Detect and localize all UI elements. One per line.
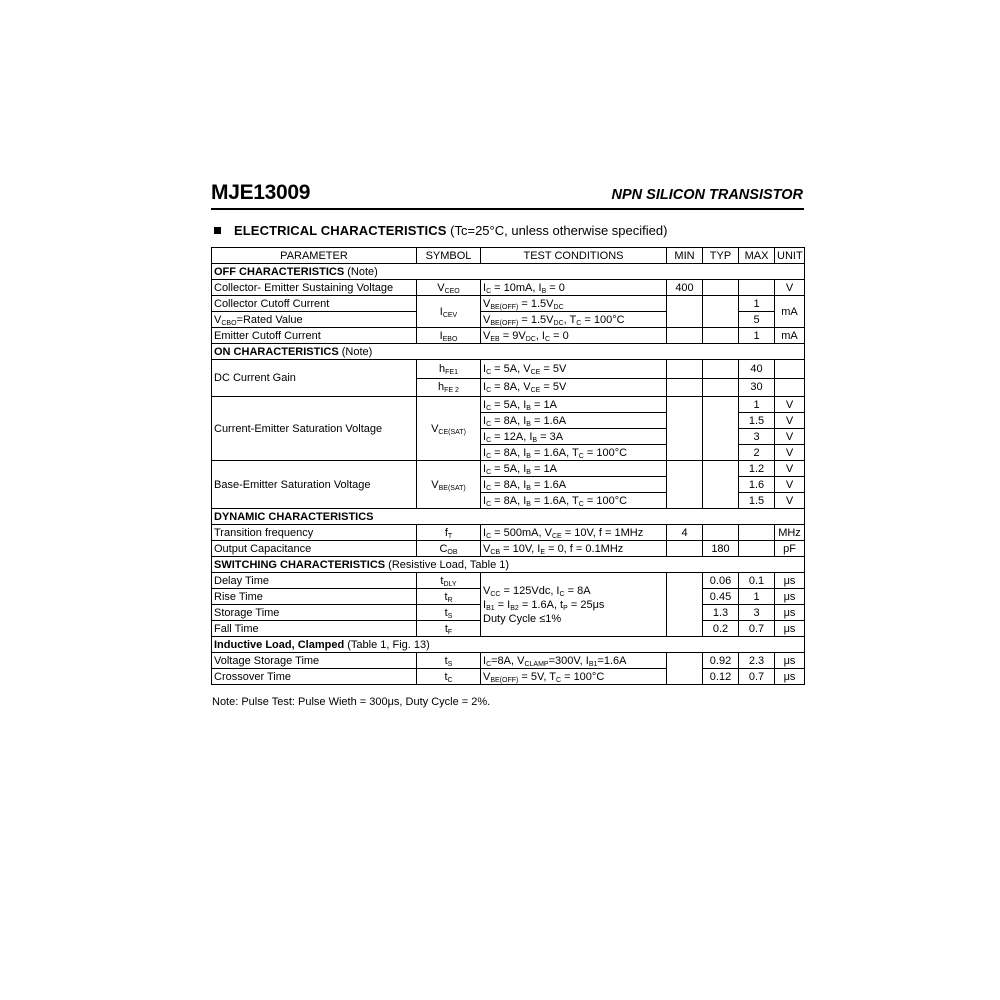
min-cell: 4 <box>667 525 703 541</box>
column-header: TYP <box>703 248 739 264</box>
part-number: MJE13009 <box>211 181 311 204</box>
param-cell: Collector- Emitter Sustaining Voltage <box>212 280 417 296</box>
symbol-cell: $t_R$ <box>417 589 481 605</box>
condition-cell: $V_{BE(OFF)} = 5V$, $T_C = 100^\circ C$ <box>481 669 667 685</box>
symbol-cell: $h_{FE1}$ <box>417 360 481 379</box>
table-row <box>212 328 805 344</box>
typ-cell <box>703 328 739 344</box>
symbol-cell: $t_S$ <box>417 605 481 621</box>
unit-cell: μs <box>775 589 805 605</box>
max-cell <box>739 525 775 541</box>
section-title-text: ELECTRICAL CHARACTERISTICS <box>234 223 447 238</box>
unit-cell: mA <box>775 296 805 328</box>
param-cell: $V_{CBO}=Rated$ Value <box>212 312 417 328</box>
table-row <box>212 296 805 312</box>
typ-cell <box>703 360 739 379</box>
condition-cell: $V_{BE(OFF)} = 1.5V_{DC}$, $T_C = 100^\circ C$ <box>481 312 667 328</box>
min-cell <box>667 653 703 685</box>
unit-cell: V <box>775 280 805 296</box>
unit-cell: μs <box>775 653 805 669</box>
param-cell: Fall Time <box>212 621 417 637</box>
typ-cell: 0.06 <box>703 573 739 589</box>
max-cell: 1 <box>739 397 775 413</box>
symbol-cell: $h_{FE 2}$ <box>417 378 481 397</box>
unit-cell: V <box>775 461 805 477</box>
table-row <box>212 525 805 541</box>
param-cell: Output Capacitance <box>212 541 417 557</box>
param-cell: Rise Time <box>212 589 417 605</box>
table-row <box>212 461 805 477</box>
typ-cell <box>703 296 739 328</box>
symbol-cell: $I_{EBO}$ <box>417 328 481 344</box>
condition-cell: $I_C = 5A$, $I_B = 1A$ <box>481 397 667 413</box>
param-cell: Delay Time <box>212 573 417 589</box>
typ-cell <box>703 397 739 461</box>
param-cell: Collector Cutoff Current <box>212 296 417 312</box>
condition-cell: $I_C = 5A$, $V_{CE} = 5V$ <box>481 360 667 379</box>
min-cell <box>667 360 703 379</box>
param-cell: Transition frequency <box>212 525 417 541</box>
unit-cell: pF <box>775 541 805 557</box>
max-cell: 1 <box>739 328 775 344</box>
device-description: NPN SILICON TRANSISTOR <box>611 187 803 203</box>
max-cell: 1.6 <box>739 477 775 493</box>
table-row <box>212 360 805 379</box>
max-cell: 30 <box>739 378 775 397</box>
column-header: TEST CONDITIONS <box>481 248 667 264</box>
category-dynamic: DYNAMIC CHARACTERISTICS <box>212 509 805 525</box>
typ-cell <box>703 525 739 541</box>
symbol-cell: $C_{OB}$ <box>417 541 481 557</box>
table-header-row <box>212 248 805 264</box>
category-on: ON CHARACTERISTICS (Note) <box>212 344 805 360</box>
typ-cell <box>703 461 739 509</box>
unit-cell: V <box>775 493 805 509</box>
symbol-cell: $t_F$ <box>417 621 481 637</box>
typ-cell: 0.2 <box>703 621 739 637</box>
unit-cell: V <box>775 413 805 429</box>
symbol-cell: $I_{CEV}$ <box>417 296 481 328</box>
max-cell: 3 <box>739 429 775 445</box>
max-cell: 1 <box>739 589 775 605</box>
typ-cell: 0.12 <box>703 669 739 685</box>
category-inductive: Inductive Load, Clamped (Table 1, Fig. 13) <box>212 637 805 653</box>
param-cell: Crossover Time <box>212 669 417 685</box>
param-cell: DC Current Gain <box>212 360 417 397</box>
min-cell <box>667 328 703 344</box>
page-header <box>211 179 803 207</box>
symbol-cell: $t_C$ <box>417 669 481 685</box>
unit-cell: V <box>775 397 805 413</box>
unit-cell: μs <box>775 669 805 685</box>
param-cell: Storage Time <box>212 605 417 621</box>
column-header: MAX <box>739 248 775 264</box>
max-cell <box>739 280 775 296</box>
category-row <box>212 344 805 360</box>
max-cell: 0.7 <box>739 621 775 637</box>
table-row <box>212 653 805 669</box>
column-header: MIN <box>667 248 703 264</box>
unit-cell: V <box>775 477 805 493</box>
condition-cell: $V_{CC} = 125Vdc$, $I_C = 8A$ $I_{B1} = I_{B2} = 1.6A$, $t_P = 25\mu s$ Duty Cycle ≤1% <box>481 573 667 637</box>
param-cell: Voltage Storage Time <box>212 653 417 669</box>
unit-cell: V <box>775 429 805 445</box>
unit-cell: mA <box>775 328 805 344</box>
condition-cell: $I_C = 8A$, $V_{CE} = 5V$ <box>481 378 667 397</box>
max-cell: 2 <box>739 445 775 461</box>
unit-cell: V <box>775 445 805 461</box>
min-cell <box>667 461 703 509</box>
table-row <box>212 280 805 296</box>
category-switching: SWITCHING CHARACTERISTICS (Resistive Load, Table 1) <box>212 557 805 573</box>
table-row <box>212 397 805 413</box>
typ-cell: 0.92 <box>703 653 739 669</box>
typ-cell: 1.3 <box>703 605 739 621</box>
param-cell: Current-Emitter Saturation Voltage <box>212 397 417 461</box>
min-cell <box>667 378 703 397</box>
condition-cell: $I_C = 8A$, $I_B = 1.6A$, $T_C = 100^\circ C$ <box>481 493 667 509</box>
condition-cell: $V_{EB} = 9V_{DC}$, $I_C = 0$ <box>481 328 667 344</box>
condition-cell: $I_C = 8A$, $I_B = 1.6A$, $T_C = 100^\circ C$ <box>481 445 667 461</box>
unit-cell: MHz <box>775 525 805 541</box>
condition-cell: $I_C = 500mA$, $V_{CE} = 10V$, f = 1MHz <box>481 525 667 541</box>
category-row <box>212 637 805 653</box>
condition-cell: $I_C = 8A$, $I_B = 1.6A$ <box>481 413 667 429</box>
electrical-characteristics-table <box>211 247 805 685</box>
category-row <box>212 264 805 280</box>
column-header: PARAMETER <box>212 248 417 264</box>
typ-cell: 180 <box>703 541 739 557</box>
max-cell <box>739 541 775 557</box>
table-row <box>212 541 805 557</box>
max-cell: 1.5 <box>739 493 775 509</box>
min-cell <box>667 573 703 637</box>
condition-cell: $I_C = 10mA$, $I_B = 0$ <box>481 280 667 296</box>
table-row <box>212 669 805 685</box>
unit-cell: μs <box>775 605 805 621</box>
max-cell: 2.3 <box>739 653 775 669</box>
unit-cell <box>775 360 805 379</box>
symbol-cell: $t_S$ <box>417 653 481 669</box>
footnote: Note: Pulse Test: Pulse Wieth = 300μs, Duty Cycle = 2%. <box>212 696 491 708</box>
min-cell: 400 <box>667 280 703 296</box>
category-row <box>212 509 805 525</box>
max-cell: 40 <box>739 360 775 379</box>
max-cell: 1.5 <box>739 413 775 429</box>
category-row <box>212 557 805 573</box>
max-cell: 0.1 <box>739 573 775 589</box>
square-bullet-icon <box>214 227 221 234</box>
typ-cell: 0.45 <box>703 589 739 605</box>
unit-cell: μs <box>775 621 805 637</box>
param-cell: Emitter Cutoff Current <box>212 328 417 344</box>
section-condition: (Tc=25°C, unless otherwise specified) <box>450 223 668 238</box>
unit-cell: μs <box>775 573 805 589</box>
column-header: SYMBOL <box>417 248 481 264</box>
max-cell: 3 <box>739 605 775 621</box>
max-cell: 5 <box>739 312 775 328</box>
min-cell <box>667 296 703 328</box>
symbol-cell: $V_{CE(SAT)}$ <box>417 397 481 461</box>
section-title <box>214 222 667 240</box>
min-cell <box>667 541 703 557</box>
unit-cell <box>775 378 805 397</box>
typ-cell <box>703 280 739 296</box>
condition-cell: $V_{CB} = 10V$, $I_E = 0$, f = 0.1MHz <box>481 541 667 557</box>
column-header: UNIT <box>775 248 805 264</box>
condition-cell: $I_C = 8A$, $I_B = 1.6A$ <box>481 477 667 493</box>
max-cell: 0.7 <box>739 669 775 685</box>
symbol-cell: $V_{CEO}$ <box>417 280 481 296</box>
typ-cell <box>703 378 739 397</box>
max-cell: 1 <box>739 296 775 312</box>
min-cell <box>667 397 703 461</box>
symbol-cell: $t_{DLY}$ <box>417 573 481 589</box>
condition-cell: $I_C = 12A$, $I_B = 3A$ <box>481 429 667 445</box>
condition-cell: $V_{BE(OFF)} = 1.5V_{DC}$ <box>481 296 667 312</box>
table-row <box>212 573 805 589</box>
symbol-cell: $f_T$ <box>417 525 481 541</box>
max-cell: 1.2 <box>739 461 775 477</box>
header-rule <box>211 208 804 210</box>
param-cell: Base-Emitter Saturation Voltage <box>212 461 417 509</box>
symbol-cell: $V_{BE(SAT)}$ <box>417 461 481 509</box>
condition-cell: $I_C=8A$, $V_{CLAMP}=300V$, $I_{B1}=1.6A$ <box>481 653 667 669</box>
condition-cell: $I_C = 5A$, $I_B = 1A$ <box>481 461 667 477</box>
category-off: OFF CHARACTERISTICS (Note) <box>212 264 805 280</box>
